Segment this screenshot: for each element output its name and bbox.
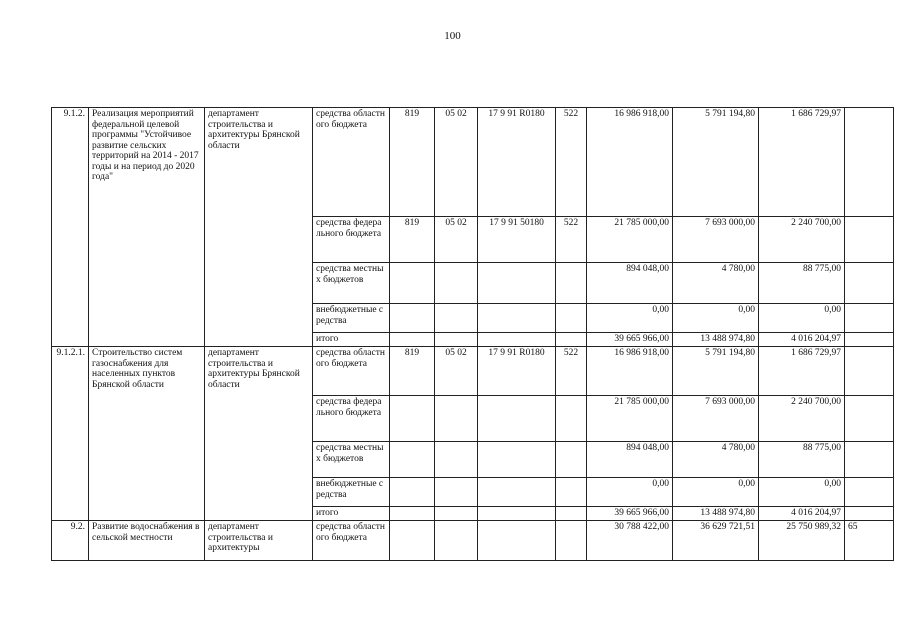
expense-type-code: 522 [556, 347, 587, 396]
grbs-code: 819 [390, 217, 435, 263]
target-article-code [478, 478, 556, 507]
amount-year-1: 30 788 422,00 [587, 521, 673, 561]
amount-year-3: 88 775,00 [759, 442, 845, 478]
grbs-code [390, 396, 435, 442]
target-article-code [478, 263, 556, 304]
amount-year-2: 7 693 000,00 [673, 217, 759, 263]
amount-year-1: 21 785 000,00 [587, 396, 673, 442]
expense-type-code [556, 333, 587, 347]
amount-year-2: 13 488 974,80 [673, 507, 759, 521]
amount-year-1: 39 665 966,00 [587, 333, 673, 347]
amount-year-2: 5 791 194,80 [673, 347, 759, 396]
target-article-code: 17 9 91 R0180 [478, 108, 556, 217]
target-article-code [478, 304, 556, 333]
extra-code [845, 263, 894, 304]
amount-year-3: 2 240 700,00 [759, 396, 845, 442]
amount-year-1: 21 785 000,00 [587, 217, 673, 263]
table-row [52, 521, 894, 561]
section-code [435, 304, 478, 333]
amount-year-2: 13 488 974,80 [673, 333, 759, 347]
page-number: 100 [444, 30, 461, 42]
extra-code [845, 108, 894, 217]
amount-year-1: 16 986 918,00 [587, 108, 673, 217]
extra-code [845, 507, 894, 521]
amount-year-3: 2 240 700,00 [759, 217, 845, 263]
amount-year-1: 0,00 [587, 478, 673, 507]
grbs-code [390, 442, 435, 478]
extra-code [845, 304, 894, 333]
expense-type-code [556, 521, 587, 561]
grbs-code: 819 [390, 108, 435, 217]
amount-year-1: 16 986 918,00 [587, 347, 673, 396]
amount-year-2: 4 780,00 [673, 263, 759, 304]
budget-table [51, 107, 894, 561]
expense-type-code: 522 [556, 217, 587, 263]
amount-year-2: 4 780,00 [673, 442, 759, 478]
target-article-code [478, 507, 556, 521]
section-code [435, 478, 478, 507]
item-number: 9.1.2.1. [52, 347, 89, 521]
amount-year-1: 0,00 [587, 304, 673, 333]
amount-year-2: 36 629 721,51 [673, 521, 759, 561]
funding-source: итого [313, 333, 390, 347]
extra-code: 65 [845, 521, 894, 561]
amount-year-1: 39 665 966,00 [587, 507, 673, 521]
funding-source: средства федерального бюджета [313, 217, 390, 263]
target-article-code [478, 333, 556, 347]
amount-year-2: 0,00 [673, 304, 759, 333]
amount-year-3: 0,00 [759, 478, 845, 507]
section-code [435, 333, 478, 347]
amount-year-2: 7 693 000,00 [673, 396, 759, 442]
extra-code [845, 442, 894, 478]
expense-type-code [556, 304, 587, 333]
funding-source: средства местных бюджетов [313, 442, 390, 478]
amount-year-2: 0,00 [673, 478, 759, 507]
grbs-code [390, 478, 435, 507]
target-article-code [478, 442, 556, 478]
target-article-code [478, 396, 556, 442]
expense-type-code [556, 507, 587, 521]
amount-year-3: 4 016 204,97 [759, 333, 845, 347]
funding-source: средства областного бюджета [313, 108, 390, 217]
target-article-code: 17 9 91 50180 [478, 217, 556, 263]
item-executor: департамент строительства и архитектуры [205, 521, 313, 561]
expense-type-code: 522 [556, 108, 587, 217]
amount-year-1: 894 048,00 [587, 442, 673, 478]
extra-code [845, 396, 894, 442]
amount-year-3: 25 750 989,32 [759, 521, 845, 561]
amount-year-3: 0,00 [759, 304, 845, 333]
extra-code [845, 347, 894, 396]
section-code [435, 521, 478, 561]
item-name: Реализация мероприятий федеральной целевой программы "Устойчивое развитие сельских территорий на 2014 - 2017 годы и на период до 2020 года" [89, 108, 205, 347]
table-row [52, 347, 894, 396]
funding-source: средства областного бюджета [313, 521, 390, 561]
grbs-code: 819 [390, 347, 435, 396]
funding-source: внебюджетные средства [313, 478, 390, 507]
item-number: 9.2. [52, 521, 89, 561]
item-number: 9.1.2. [52, 108, 89, 347]
section-code [435, 442, 478, 478]
expense-type-code [556, 442, 587, 478]
item-executor: департамент строительства и архитектуры Брянской области [205, 108, 313, 347]
amount-year-2: 5 791 194,80 [673, 108, 759, 217]
section-code: 05 02 [435, 108, 478, 217]
amount-year-3: 4 016 204,97 [759, 507, 845, 521]
funding-source: итого [313, 507, 390, 521]
expense-type-code [556, 478, 587, 507]
grbs-code [390, 263, 435, 304]
item-executor: департамент строительства и архитектуры Брянской области [205, 347, 313, 521]
section-code [435, 507, 478, 521]
funding-source: средства местных бюджетов [313, 263, 390, 304]
grbs-code [390, 333, 435, 347]
expense-type-code [556, 396, 587, 442]
amount-year-3: 88 775,00 [759, 263, 845, 304]
grbs-code [390, 507, 435, 521]
section-code: 05 02 [435, 217, 478, 263]
extra-code [845, 217, 894, 263]
amount-year-1: 894 048,00 [587, 263, 673, 304]
item-name: Строительство систем газоснабжения для населенных пунктов Брянской области [89, 347, 205, 521]
extra-code [845, 478, 894, 507]
item-name: Развитие водоснабжения в сельской местности [89, 521, 205, 561]
expense-type-code [556, 263, 587, 304]
target-article-code: 17 9 91 R0180 [478, 347, 556, 396]
grbs-code [390, 521, 435, 561]
grbs-code [390, 304, 435, 333]
extra-code [845, 333, 894, 347]
amount-year-3: 1 686 729,97 [759, 347, 845, 396]
amount-year-3: 1 686 729,97 [759, 108, 845, 217]
section-code [435, 396, 478, 442]
section-code: 05 02 [435, 347, 478, 396]
funding-source: внебюджетные средства [313, 304, 390, 333]
section-code [435, 263, 478, 304]
table-row [52, 108, 894, 217]
target-article-code [478, 521, 556, 561]
funding-source: средства областного бюджета [313, 347, 390, 396]
funding-source: средства федерального бюджета [313, 396, 390, 442]
